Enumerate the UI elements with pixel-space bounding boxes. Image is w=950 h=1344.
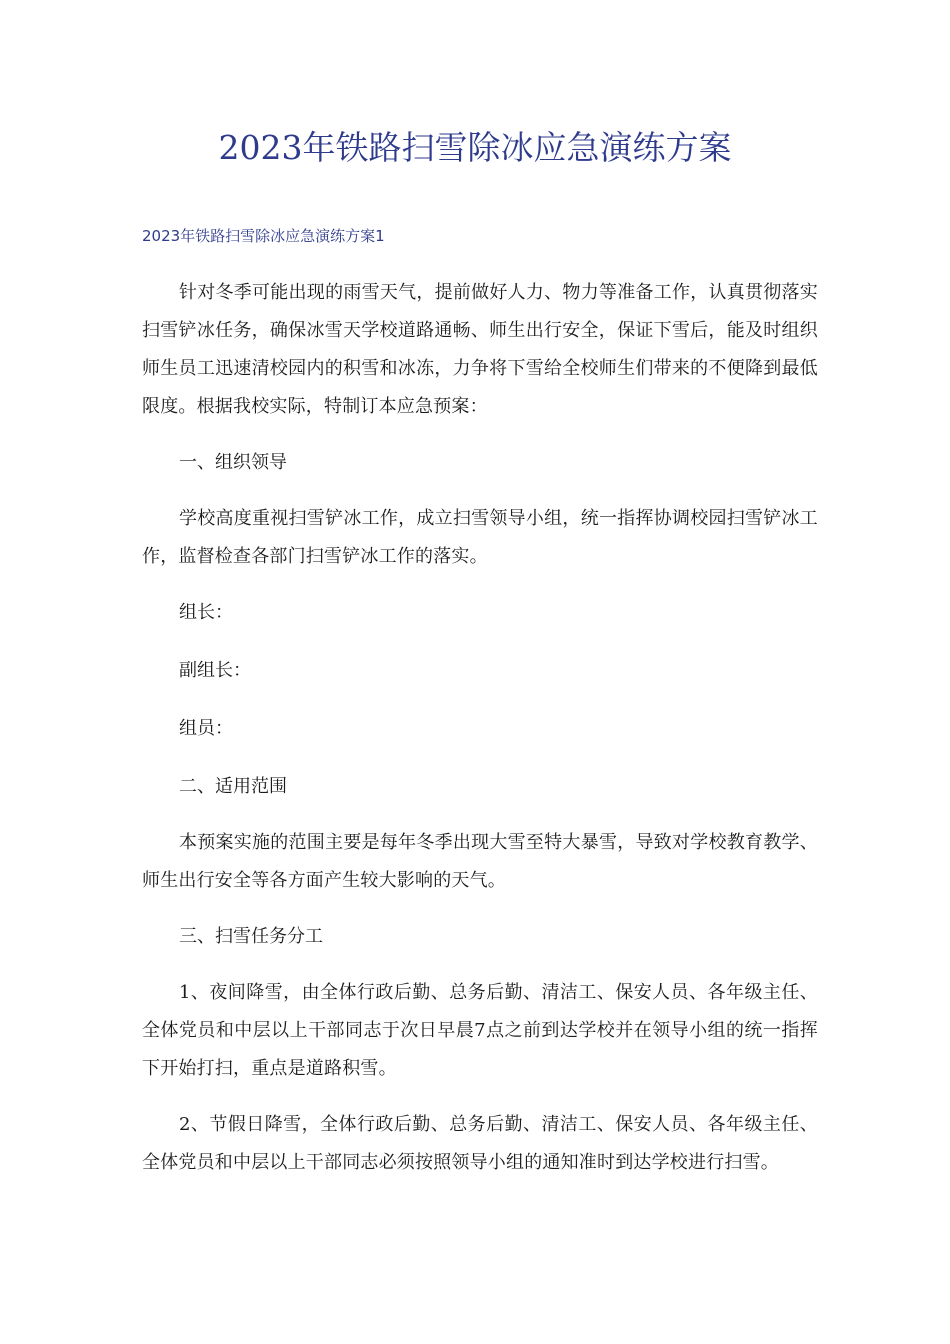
section-body-organization: 学校高度重视扫雪铲冰工作，成立扫雪领导小组，统一指挥协调校园扫雪铲冰工作，监督检查各部门扫雪铲冰工作的落实。 (142, 508, 818, 567)
document-body (142, 274, 818, 1182)
members-line: 组员： (179, 718, 233, 739)
section-heading-scope: 二、适用范围 (179, 776, 287, 797)
task-item-holiday-snow: 2、节假日降雪，全体行政后勤、总务后勤、清洁工、保安人员、各年级主任、全体党员和中层以上干部同志必须按照领导小组的通知准时到达学校进行扫雪。 (142, 1114, 818, 1173)
deputy-leader-line: 副组长： (179, 660, 251, 681)
section-heading-organization: 一、组织领导 (179, 452, 287, 473)
section-body-scope: 本预案实施的范围主要是每年冬季出现大雪至特大暴雪，导致对学校教育教学、师生出行安全等各方面产生较大影响的天气。 (142, 832, 818, 891)
document-subtitle: 2023年铁路扫雪除冰应急演练方案1 (142, 227, 385, 245)
document-title: 2023年铁路扫雪除冰应急演练方案 (218, 128, 732, 167)
section-heading-tasks: 三、扫雪任务分工 (179, 926, 323, 947)
leader-line: 组长： (179, 602, 233, 623)
intro-paragraph: 针对冬季可能出现的雨雪天气，提前做好人力、物力等准备工作，认真贯彻落实扫雪铲冰任务，确保冰雪天学校道路通畅、师生出行安全，保证下雪后，能及时组织师生员工迅速清校园内的积雪和冰冻，力争将下雪给全校师生们带来的不便降到最低限度。根据我校实际，特制订本应急预案： (142, 282, 818, 417)
task-item-night-snow: 1、夜间降雪，由全体行政后勤、总务后勤、清洁工、保安人员、各年级主任、全体党员和中层以上干部同志于次日早晨7点之前到达学校并在领导小组的统一指挥下开始打扫，重点是道路积雪。 (142, 982, 818, 1079)
